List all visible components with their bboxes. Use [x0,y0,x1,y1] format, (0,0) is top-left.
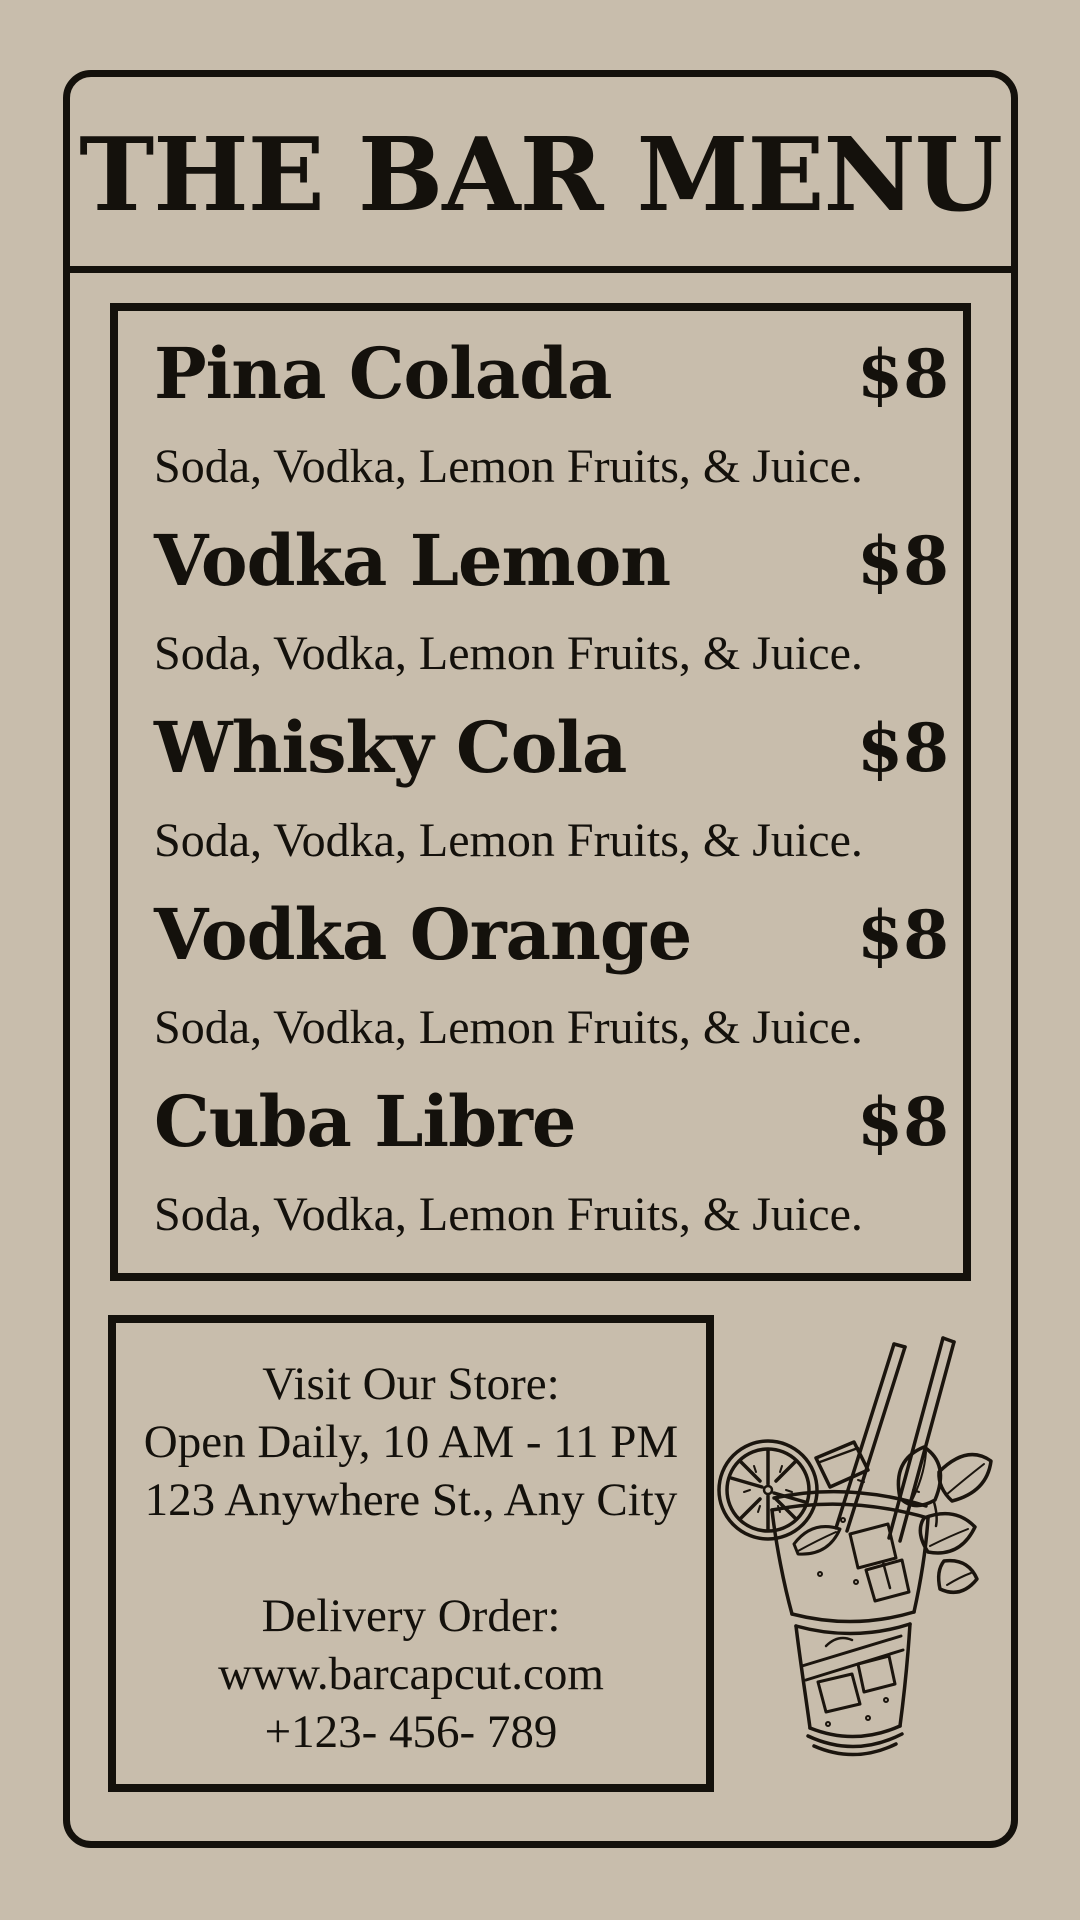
store-address: 123 Anywhere St., Any City [144,1474,678,1526]
menu-item-desc-row [154,794,951,888]
menu-item [154,701,951,888]
menu-items [154,327,951,1262]
menu-item-name: Whisky Cola [154,705,627,789]
visit-heading: Visit Our Store: [262,1358,560,1410]
menu-item-name: Vodka Lemon [154,518,671,602]
store-hours: Open Daily, 10 AM - 11 PM [143,1416,679,1468]
menu-item-name-row [154,888,951,981]
menu-item-desc-row [154,420,951,514]
menu-item-description: Soda, Vodka, Lemon Fruits, & Juice. [154,627,863,680]
lime-wheel-icon [719,1441,817,1539]
menu-item-desc-row [154,1168,951,1262]
menu-item-name-row [154,514,951,607]
menu-item-description: Soda, Vodka, Lemon Fruits, & Juice. [154,440,863,493]
store-info-box [108,1315,714,1792]
menu-item-name: Cuba Libre [154,1079,576,1163]
page-title: THE BAR MENU [79,115,1002,234]
menu-item-desc-row [154,607,951,701]
menu-item-name-row [154,701,951,794]
menu-item-description: Soda, Vodka, Lemon Fruits, & Juice. [154,814,863,867]
menu-item-desc-row [154,981,951,1075]
menu-item-name-row [154,327,951,420]
menu-item-price: $8 [857,895,949,974]
menu-item-price: $8 [857,334,949,413]
menu-item-price: $8 [857,521,949,600]
title-band [70,77,1011,273]
store-website: www.barcapcut.com [218,1648,604,1700]
cocktail-glass-illustration [698,1330,1000,1782]
menu-item-price: $8 [857,708,949,787]
store-phone: +123- 456- 789 [264,1706,558,1758]
mint-leaves-icon [898,1447,991,1592]
menu-item [154,327,951,514]
menu-item-price: $8 [857,1082,949,1161]
delivery-heading: Delivery Order: [261,1590,561,1642]
menu-item-name-row [154,1075,951,1168]
menu-items-box [110,303,971,1281]
menu-item-name: Vodka Orange [154,892,692,976]
menu-item-description: Soda, Vodka, Lemon Fruits, & Juice. [154,1188,863,1241]
menu-item [154,514,951,701]
menu-item-name: Pina Colada [154,331,612,415]
menu-item [154,1075,951,1262]
menu-item-description: Soda, Vodka, Lemon Fruits, & Juice. [154,1001,863,1054]
delivery-group [116,1587,706,1761]
menu-item [154,888,951,1075]
